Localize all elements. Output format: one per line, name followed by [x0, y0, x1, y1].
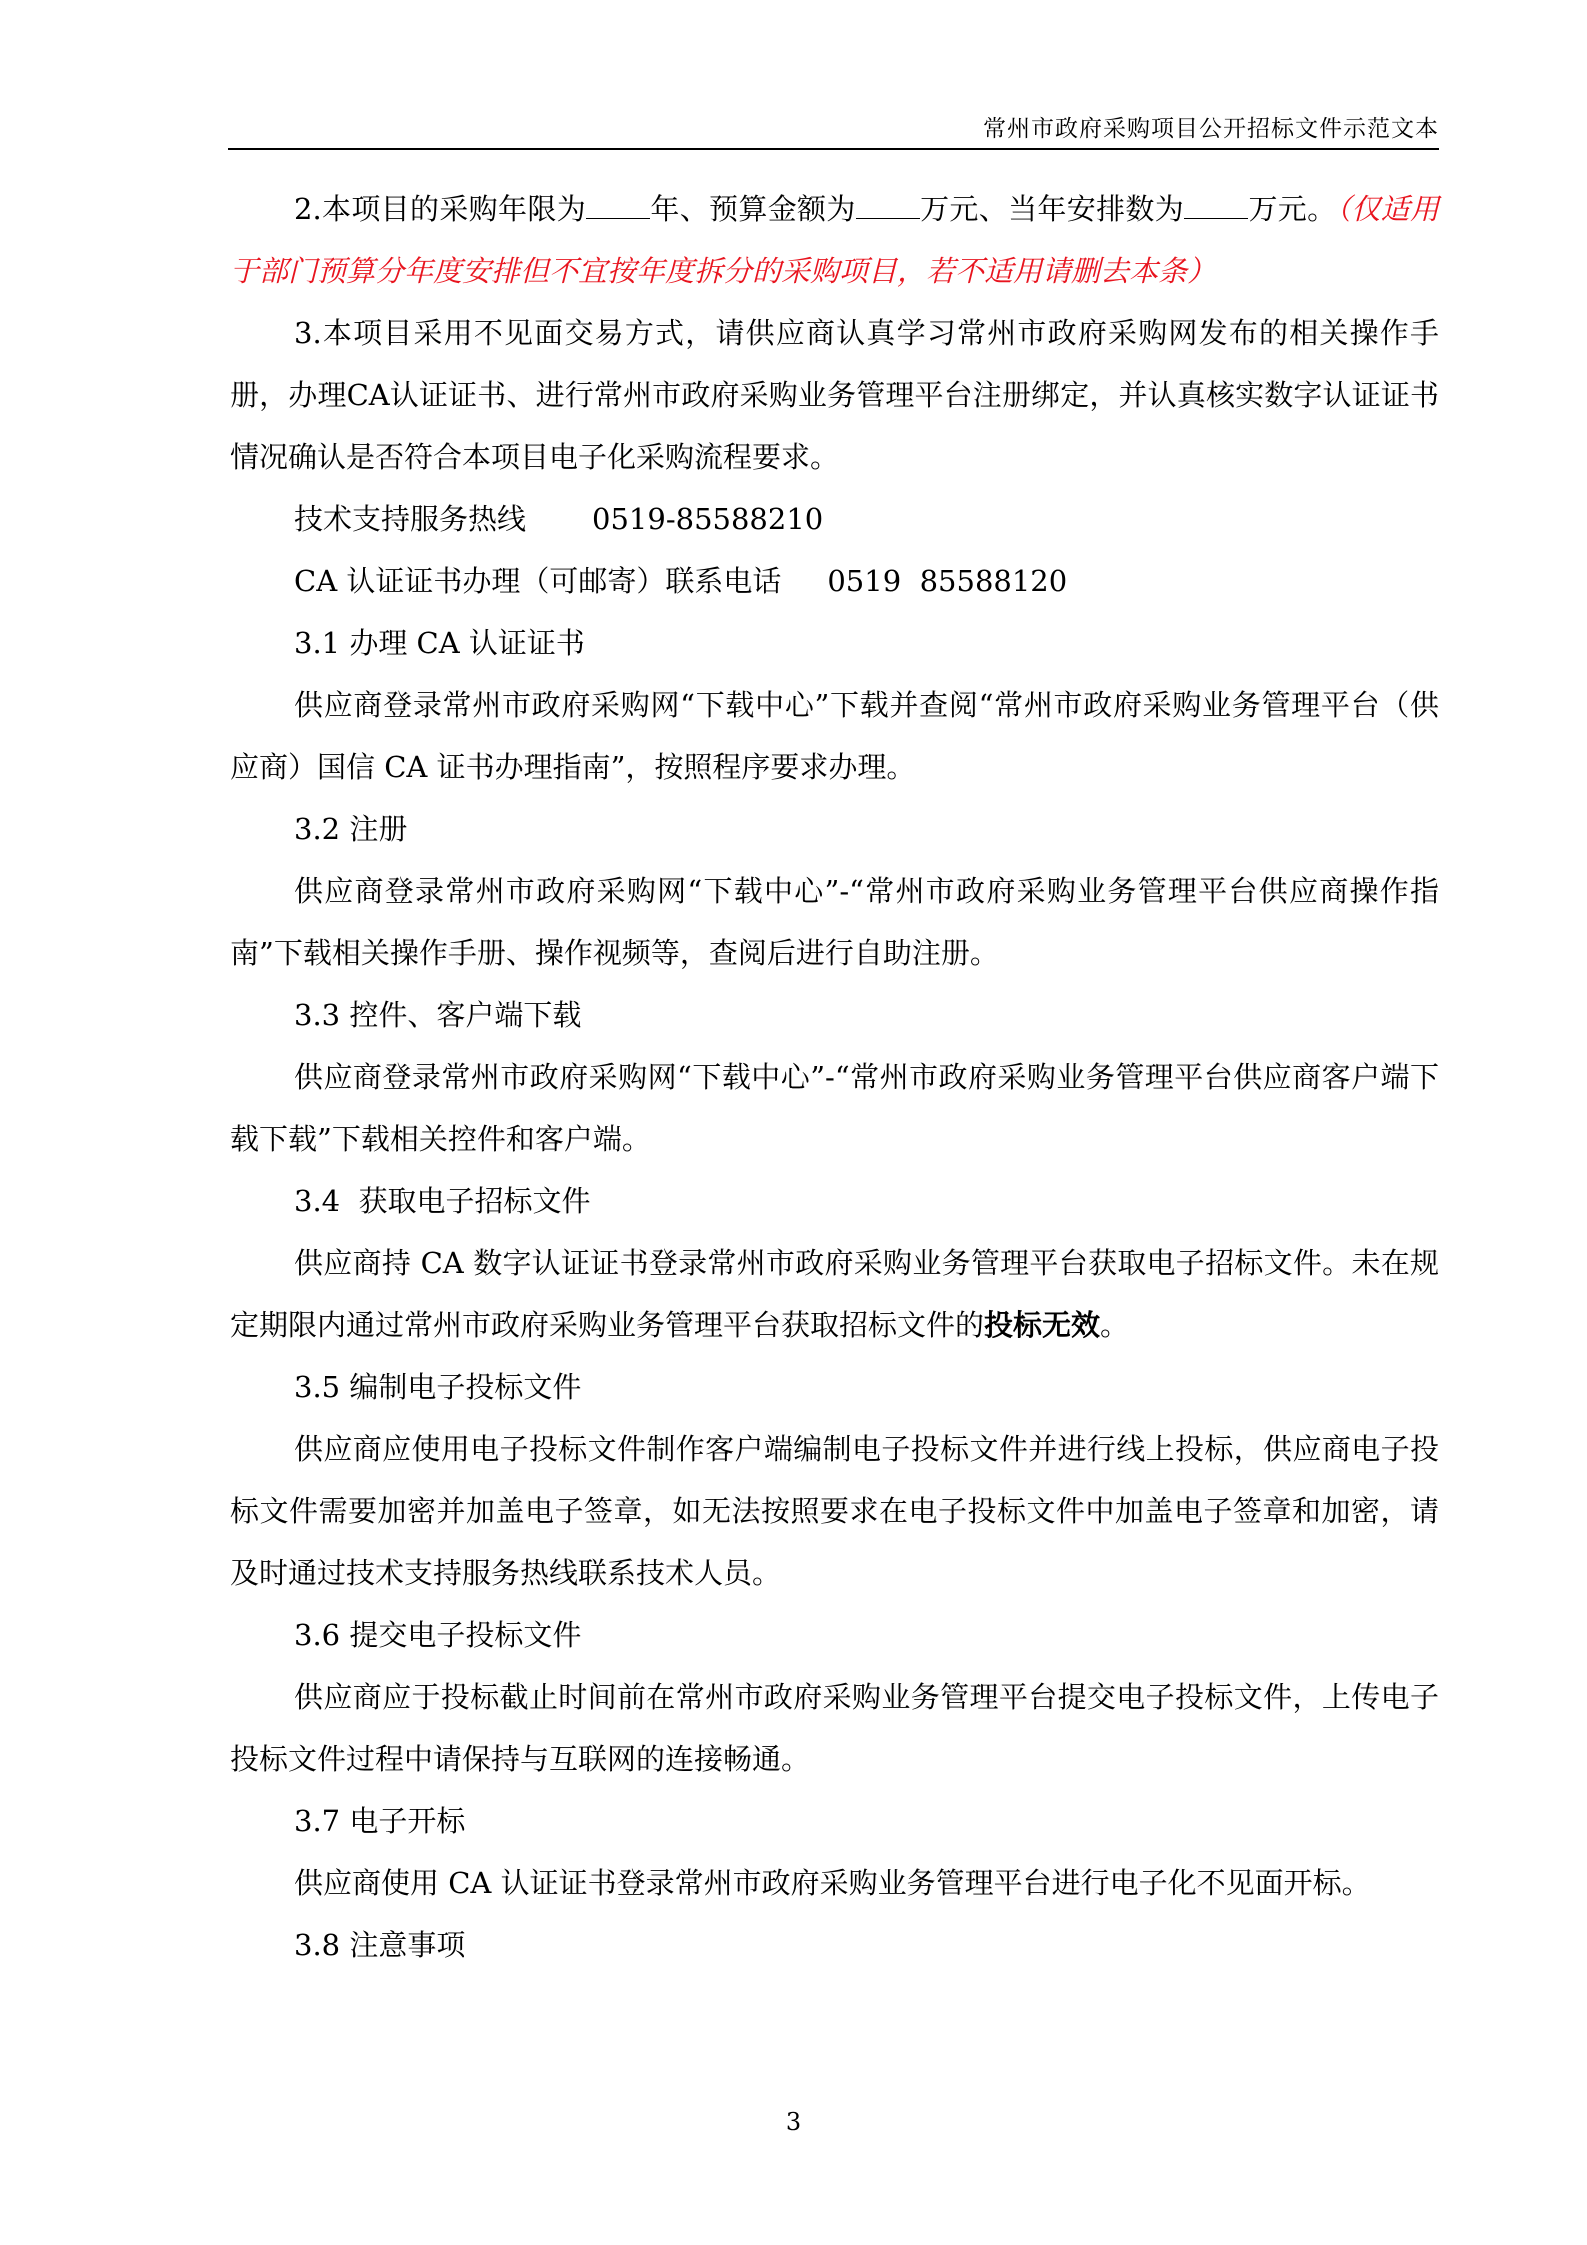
- body-3-4: [230, 1232, 1439, 1356]
- heading-3-5: 3.5 编制电子投标文件: [294, 1370, 582, 1404]
- document-body: [230, 178, 1439, 1976]
- ca-contact-number: 0519 85588120: [827, 564, 1068, 598]
- heading-3-1: 3.1 办理 CA 认证证书: [294, 626, 585, 660]
- invalid-bid-emphasis: 投标无效: [984, 1308, 1101, 1342]
- item2-text-3: 万元、当年安排数为: [919, 192, 1185, 226]
- blank-years: [586, 194, 650, 219]
- body-3-4-end: 。: [1100, 1308, 1130, 1342]
- heading-3-8: 3.8 注意事项: [294, 1928, 466, 1962]
- body-3-1: 供应商登录常州市政府采购网“下载中心”下载并查阅“常州市政府采购业务管理平台（供应商）国信 CA 证书办理指南”，按照程序要求办理。: [230, 688, 1439, 784]
- heading-3-7: 3.7 电子开标: [294, 1804, 466, 1838]
- heading-3-2: 3.2 注册: [294, 812, 408, 846]
- header-title: 常州市政府采购项目公开招标文件示范文本: [983, 116, 1439, 142]
- body-3-4-text: 供应商持 CA 数字认证证书登录常州市政府采购业务管理平台获取电子招标文件。未在规定期限内通过常州市政府采购业务管理平台获取招标文件的: [230, 1246, 1439, 1342]
- heading-3-4: 3.4 获取电子招标文件: [294, 1184, 591, 1218]
- body-3-6: 供应商应于投标截止时间前在常州市政府采购业务管理平台提交电子投标文件，上传电子投标文件过程中请保持与互联网的连接畅通。: [230, 1680, 1439, 1776]
- page-number: 3: [785, 2108, 802, 2136]
- heading-3-3: 3.3 控件、客户端下载: [294, 998, 582, 1032]
- body-3-7: 供应商使用 CA 认证证书登录常州市政府采购业务管理平台进行电子化不见面开标。: [294, 1866, 1371, 1900]
- body-3-5: 供应商应使用电子投标文件制作客户端编制电子投标文件并进行线上投标，供应商电子投标文件需要加密并加盖电子签章，如无法按照要求在电子投标文件中加盖电子签章和加密，请及时通过技术支持服务热线联系技术人员。: [230, 1432, 1439, 1590]
- heading-3-6: 3.6 提交电子投标文件: [294, 1618, 582, 1652]
- hotline-number: 0519-85588210: [592, 502, 824, 536]
- item2-note: （仅适用于部门预算分年度安排但不宜按年度拆分的采购项目，若不适用请删去本条）: [230, 192, 1439, 288]
- item2-text-4: 万元。: [1248, 192, 1337, 226]
- body-3-3: 供应商登录常州市政府采购网“下载中心”-“常州市政府采购业务管理平台供应商客户端下载下载”下载相关控件和客户端。: [230, 1060, 1439, 1156]
- ca-contact-line: [230, 550, 1439, 612]
- paragraph-item2: [230, 178, 1439, 302]
- hotline-line: [230, 488, 1439, 550]
- paragraph-item3: 3.本项目采用不见面交易方式，请供应商认真学习常州市政府采购网发布的相关操作手册，办理CA认证证书、进行常州市政府采购业务管理平台注册绑定，并认真核实数字认证证书情况确认是否符合本项目电子化采购流程要求。: [230, 316, 1439, 474]
- hotline-label: 技术支持服务热线: [294, 502, 527, 536]
- page-header: [228, 108, 1439, 150]
- item2-text-2: 年、预算金额为: [650, 192, 856, 226]
- blank-budget: [856, 194, 920, 219]
- ca-contact-label: CA 认证证书办理（可邮寄）联系电话: [294, 564, 782, 598]
- item2-text-1: 2.本项目的采购年限为: [294, 192, 587, 226]
- blank-annual: [1184, 194, 1248, 219]
- body-3-2: 供应商登录常州市政府采购网“下载中心”-“常州市政府采购业务管理平台供应商操作指南”下载相关操作手册、操作视频等，查阅后进行自助注册。: [230, 874, 1439, 970]
